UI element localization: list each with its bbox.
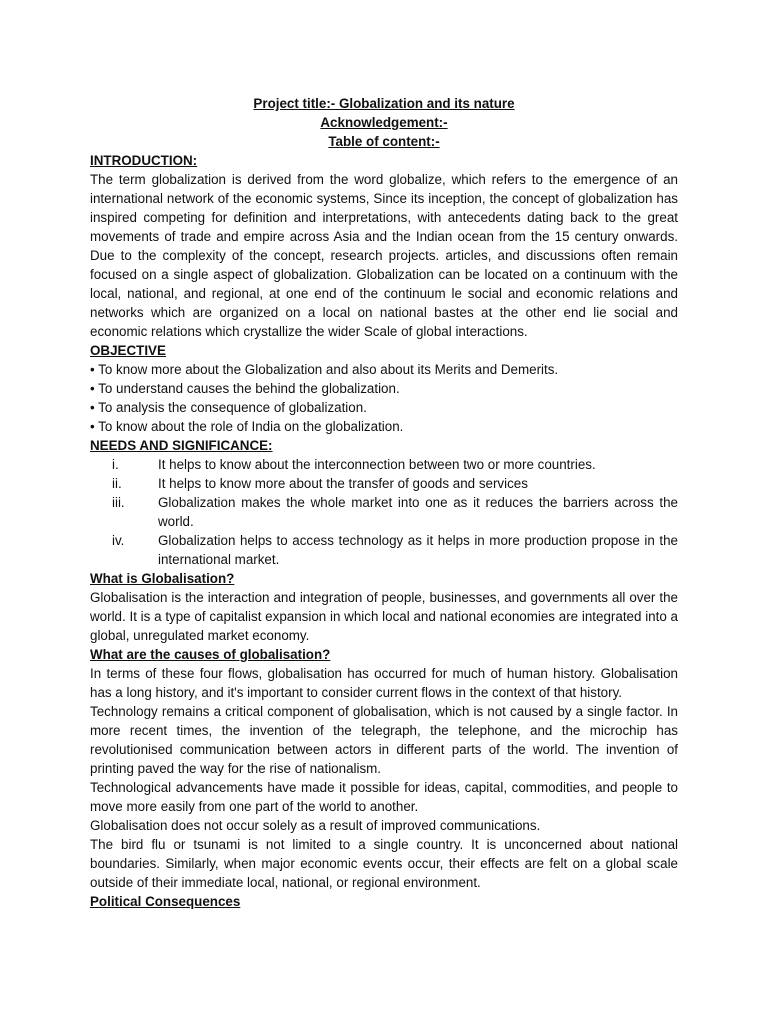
project-title: Project title:- Globalization and its nature bbox=[253, 96, 515, 111]
needs-item-number: iv. bbox=[112, 533, 125, 548]
acknowledgement-heading: Acknowledgement:- bbox=[320, 115, 448, 130]
introduction-paragraph: The term globalization is derived from the word globalize, which refers to the emergence of an international network of the economic systems, Since its inception, the concept of globalization has inspired competing for definition and interpretations, with antecedents dating back to the great movements of trade and empire across Asia and the Indian ocean from the 15 century onwards. Due to the complexity of the concept, research projects. articles, and discussions often remain focused on a single aspect of globalization. Globalization can be located on a continuum with the local, national, and regional, at one end of the continuum le social and economic relations and networks which are organized on a local on national bastes at the other end lie social and economic relations which crystallize the wider Scale of global interactions. bbox=[90, 172, 678, 339]
causes-heading: What are the causes of globalisation? bbox=[90, 647, 331, 662]
causes-paragraph: Technological advancements have made it possible for ideas, capital, commodities, and people to move more easily from one part of the world to another. bbox=[90, 780, 678, 814]
needs-list-item bbox=[90, 474, 678, 493]
needs-item-text: Globalization helps to access technology as it helps in more production propose in the international market. bbox=[158, 533, 678, 567]
objective-item: • To analysis the consequence of globalization. bbox=[90, 400, 367, 415]
needs-item-text: Globalization makes the whole market into one as it reduces the barriers across the world. bbox=[158, 495, 678, 529]
document-page bbox=[90, 94, 678, 911]
needs-item-text: It helps to know more about the transfer of goods and services bbox=[158, 476, 528, 491]
needs-list-item bbox=[90, 455, 678, 474]
needs-list-item bbox=[90, 531, 678, 569]
political-consequences-heading: Political Consequences bbox=[90, 894, 241, 909]
needs-item-text: It helps to know about the interconnection between two or more countries. bbox=[158, 457, 596, 472]
causes-paragraph: Technology remains a critical component of globalisation, which is not caused by a single factor. In more recent times, the invention of the telegraph, the telephone, and the microchip has revolutionised communication between actors in different parts of the world. The invention of printing paved the way for the rise of nationalism. bbox=[90, 704, 678, 776]
what-is-globalisation-heading: What is Globalisation? bbox=[90, 571, 235, 586]
causes-paragraph: Globalisation does not occur solely as a result of improved communications. bbox=[90, 818, 541, 833]
objective-heading: OBJECTIVE bbox=[90, 343, 166, 358]
introduction-heading: INTRODUCTION: bbox=[90, 153, 198, 168]
objective-item: • To understand causes the behind the globalization. bbox=[90, 381, 400, 396]
what-is-globalisation-paragraph: Globalisation is the interaction and integration of people, businesses, and governments all over the world. It is a type of capitalist expansion in which local and national economies are integrated into a global, unregulated market economy. bbox=[90, 590, 678, 643]
objective-item: • To know about the role of India on the globalization. bbox=[90, 419, 404, 434]
causes-paragraph: In terms of these four flows, globalisation has occurred for much of human history. Globalisation has a long history, and it's important to consider current flows in the context of that history. bbox=[90, 666, 678, 700]
needs-heading: NEEDS AND SIGNIFICANCE: bbox=[90, 438, 273, 453]
objective-item: • To know more about the Globalization and also about its Merits and Demerits. bbox=[90, 362, 559, 377]
needs-list-item bbox=[90, 493, 678, 531]
needs-list bbox=[90, 455, 678, 569]
causes-paragraph: The bird flu or tsunami is not limited to a single country. It is unconcerned about national boundaries. Similarly, when major economic events occur, their effects are felt on a global scale outside of their immediate local, national, or regional environment. bbox=[90, 837, 678, 890]
needs-item-number: iii. bbox=[112, 495, 125, 510]
table-of-content-heading: Table of content:- bbox=[328, 134, 440, 149]
needs-item-number: ii. bbox=[112, 476, 122, 491]
needs-item-number: i. bbox=[112, 457, 119, 472]
